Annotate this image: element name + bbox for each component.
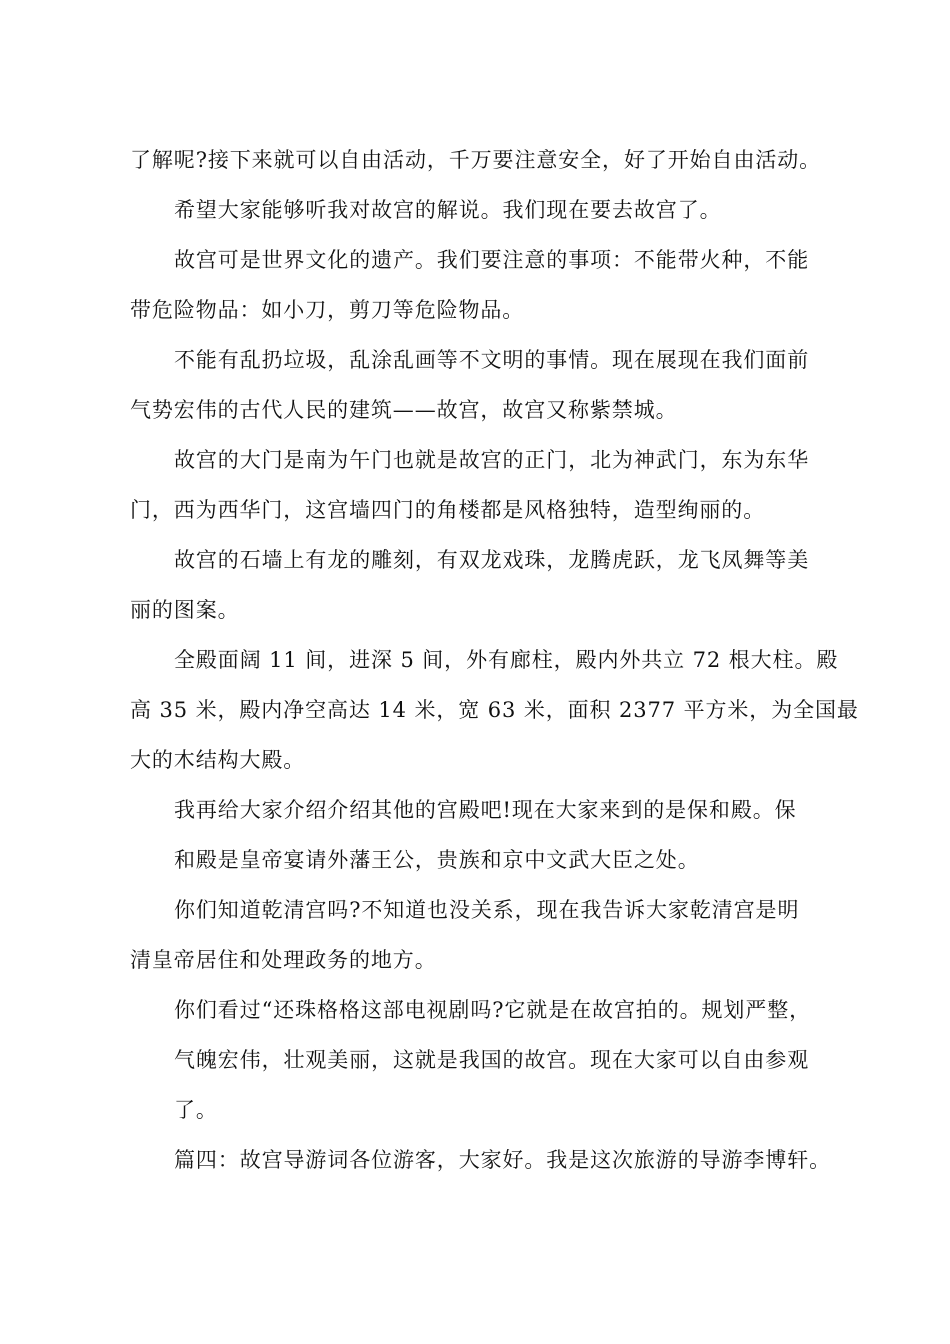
text-line: 大的木结构大殿。	[130, 748, 306, 772]
text-line: 你们看过“还珠格格这部电视剧吗?它就是在故宫拍的。规划严整，	[174, 998, 811, 1022]
text-line: 气势宏伟的古代人民的建筑——故宫，故宫又称紫禁城。	[130, 398, 678, 422]
text-line: 故宫的石墙上有龙的雕刻，有双龙戏珠，龙腾虎跃，龙飞凤舞等美	[174, 548, 810, 572]
text-line: 门，西为西华门，这宫墙四门的角楼都是风格独特，造型绚丽的。	[130, 498, 766, 522]
text-line: 故宫可是世界文化的遗产。我们要注意的事项：不能带火种，不能	[174, 248, 810, 272]
text-line: 希望大家能够听我对故宫的解说。我们现在要去故宫了。	[174, 198, 722, 222]
text-line: 丽的图案。	[130, 598, 240, 622]
text-line: 和殿是皇帝宴请外藩王公，贵族和京中文武大臣之处。	[174, 848, 700, 872]
text-line: 全殿面阔 11 间，进深 5 间，外有廊柱，殿内外共立 72 根大柱。殿	[174, 648, 839, 672]
text-line: 了。	[174, 1098, 218, 1122]
text-line: 故宫的大门是南为午门也就是故宫的正门，北为神武门，东为东华	[174, 448, 810, 472]
text-line: 篇四：故宫导游词各位游客，大家好。我是这次旅游的导游李博轩。	[174, 1148, 831, 1172]
text-line: 你们知道乾清宫吗?不知道也没关系，现在我告诉大家乾清宫是明	[174, 898, 800, 922]
text-line: 带危险物品：如小刀，剪刀等危险物品。	[130, 298, 525, 322]
text-line: 气魄宏伟，壮观美丽，这就是我国的故宫。现在大家可以自由参观	[174, 1048, 810, 1072]
text-line: 我再给大家介绍介绍其他的宫殿吧!现在大家来到的是保和殿。保	[174, 798, 797, 822]
text-line: 不能有乱扔垃圾，乱涂乱画等不文明的事情。现在展现在我们面前	[174, 348, 810, 372]
text-line: 高 35 米，殿内净空高达 14 米，宽 63 米，面积 2377 平方米，为全国最	[130, 698, 859, 722]
text-line: 清皇帝居住和处理政务的地方。	[130, 948, 437, 972]
text-line: 了解呢?接下来就可以自由活动，千万要注意安全，好了开始自由活动。	[130, 148, 822, 172]
